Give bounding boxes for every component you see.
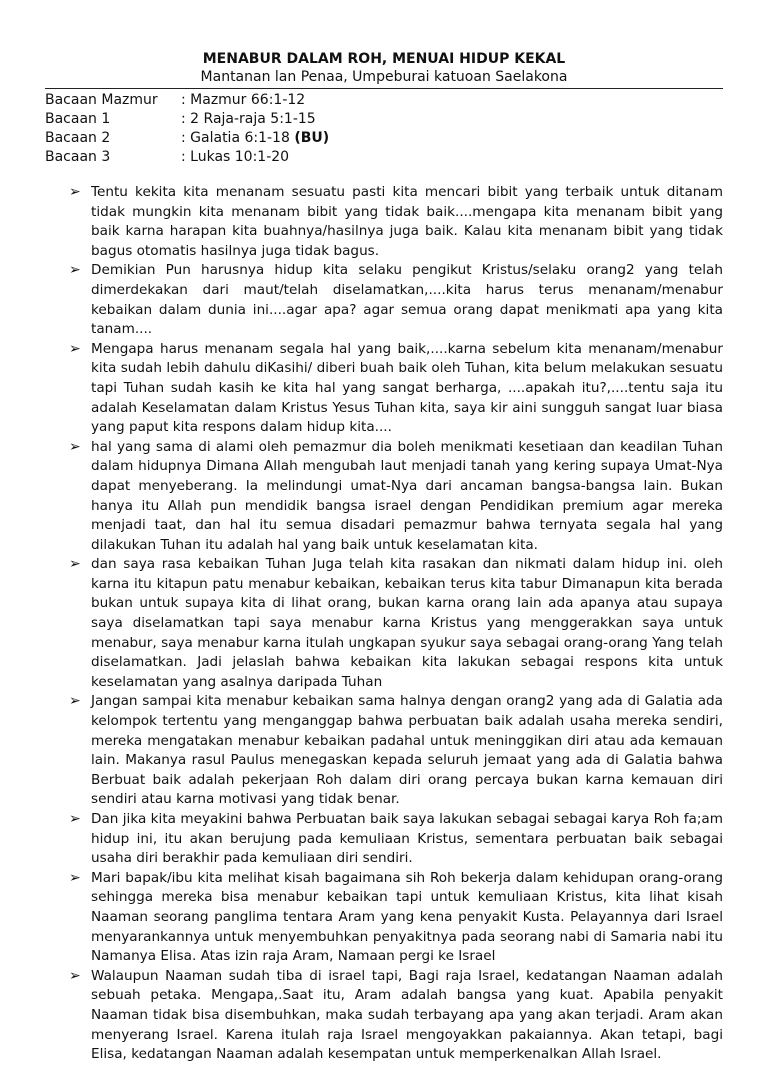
arrow-bullet-icon: ➢	[69, 438, 81, 455]
list-item	[45, 967, 723, 1065]
arrow-bullet-icon: ➢	[69, 184, 81, 200]
list-item	[45, 183, 723, 261]
arrow-bullet-icon: ➢	[69, 869, 81, 886]
reading-value: : 2 Raja-raja 5:1-15	[181, 111, 316, 127]
paragraph-text: Mengapa harus menanam segala hal yang baik,....karna sebelum kita menanam/menabur kita sudah lebih dahulu diKasihi/ diberi buah baik oleh Tuhan, kita belum melakukan sesuatu tapi Tuhan sudah kasih ke kita hal yang sangat berharga, ....apakah itu?,....tentu saja itu adalah Keselamatan dalam Kristus Yesus Tuhan kita, saya kir aini sungguh sangat luar biasa yang paput kita respons dalam hidup kita....	[91, 340, 723, 436]
title-divider	[45, 88, 723, 89]
reading-label: Bacaan 2	[45, 130, 111, 146]
reading-row	[45, 91, 723, 110]
paragraph-text: Dan jika kita meyakini bahwa Perbuatan baik saya lakukan sebagai sebagai karya Roh fa;am hidup ini, itu akan berujung pada kemuliaan Kristus, sementara perbuatan baik sebagai usaha diri berakhir pada kemuliaan diri sendiri.	[91, 811, 723, 867]
arrow-bullet-icon: ➢	[69, 340, 81, 357]
paragraph-text: Jangan sampai kita menabur kebaikan sama halnya dengan orang2 yang ada di Galatia ada kelompok tertentu yang menganggap bahwa perbuatan baik adalah usaha mereka sendiri, mereka mengatakan menabur kebaikan padahal untuk meninggikan diri atau ada kemauan lain. Makanya rasul Paulus menegaskan kepada seluruh jemaat yang ada di Galatia bahwa Berbuat baik adalah pekerjaan Roh dalam diri orang percaya bukan karna kemauan diri sendiri atau karna motivasi yang tidak benar.	[91, 693, 723, 808]
sermon-points	[45, 183, 723, 1065]
reading-label: Bacaan 3	[45, 149, 111, 165]
reading-row	[45, 148, 723, 167]
arrow-bullet-icon: ➢	[69, 811, 81, 827]
reading-value: : Galatia 6:1-18 (BU)	[181, 130, 330, 146]
arrow-bullet-icon: ➢	[69, 556, 81, 573]
page-subtitle: Mantanan lan Penaa, Umpeburai katuoan Saelakona	[200, 69, 568, 85]
readings-list	[45, 91, 723, 167]
page-title: MENABUR DALAM ROH, MENUAI HIDUP KEKAL	[202, 51, 566, 67]
list-item	[45, 261, 723, 339]
paragraph-text: Walaupun Naaman sudah tiba di israel tapi, Bagi raja Israel, kedatangan Naaman adalah sebuah petaka. Mengapa,.Saat itu, Aram adalah bangsa yang kuat. Apabila penyakit Naaman tidak bisa disembuhkan, maka sudah terbayang apa yang akan terjadi. Aram akan menyerang Israel. Karena itulah raja Israel mengoyakkan pakaiannya. Akan tetapi, bagi Elisa, kedatangan Naaman adalah kesempatan untuk memperkenalkan Allah Israel.	[91, 967, 723, 1063]
list-item	[45, 692, 723, 810]
reading-row	[45, 129, 723, 148]
paragraph-text: Demikian Pun harusnya hidup kita selaku pengikut Kristus/selaku orang2 yang telah dimerdekakan dari maut/telah diselamatkan,....kita harus terus menanam/menabur kebaikan dalam dunia ini....agar apa? agar semua orang dapat menikmati apa yang kita tanam....	[91, 262, 723, 338]
reading-label: Bacaan Mazmur	[45, 92, 158, 108]
reading-value: : Mazmur 66:1-12	[181, 92, 306, 108]
list-item	[45, 438, 723, 556]
list-item	[45, 810, 723, 869]
paragraph-text: hal yang sama di alami oleh pemazmur dia boleh menikmati kesetiaan dan keadilan Tuhan dalam hidupnya Dimana Allah mengubah laut menjadi tanah yang kering supaya Umat-Nya dapat menyeberang. Ia melindungi umat-Nya dari ancaman bangsa-bangsa lain. Bukan hanya itu Allah pun mendidik bangsa israel dengan Pendidikan premium agar mereka menjadi taat, dan hal itu semua disadari pemazmur bahwa ternyata segala hal yang dilakukan Tuhan itu adalah hal yang baik untuk keselamatan kita.	[91, 438, 723, 553]
arrow-bullet-icon: ➢	[69, 262, 81, 279]
reading-row	[45, 110, 723, 129]
reading-value: : Lukas 10:1-20	[181, 149, 290, 165]
arrow-bullet-icon: ➢	[69, 967, 81, 984]
paragraph-text: Mari bapak/ibu kita melihat kisah bagaimana sih Roh bekerja dalam kehidupan orang-orang sehingga mereka bisa menabur kebaikan tapi untuk kemuliaan Kristus, kita lihat kisah Naaman seorang panglima tentara Aram yang kena penyakit Kusta. Pelayannya dari Israel menyarankannya untuk menyembuhkan penyakitnya pada seorang nabi di Samaria nabi itu Namanya Elisa. Atas izin raja Aram, Namaan pergi ke Israel	[91, 869, 723, 965]
paragraph-text: Tentu kekita kita menanam sesuatu pasti kita mencari bibit yang terbaik untuk ditanam tidak mungkin kita menanam bibit yang tidak baik....mengapa kita menanam bibit yang baik karna harapan kita buahnya/hasilnya juga baik. Kalau kita menanam bibit yang tidak bagus otomatis hasilnya juga tidak bagus.	[91, 184, 723, 259]
paragraph-text: dan saya rasa kebaikan Tuhan Juga telah kita rasakan dan nikmati dalam hidup ini. oleh karna itu kitapun patu menabur kebaikan, kebaikan terus kita tabur Dimanapun kita berada bukan untuk supaya kita di lihat orang, bukan karna orang lain ada apanya atau supaya saya diselamatkan tapi saya menabur karna Kristus yang menggerakkan saya untuk menabur, saya menabur karna itulah ungkapan syukur saya sebagai orang-orang Yang telah diselamatkan. Jadi jelaslah bahwa kebaikan kita lakukan sebagai respons kita untuk keselamatan yang asalnya daripada Tuhan	[91, 556, 723, 690]
list-item	[45, 869, 723, 967]
reading-label: Bacaan 1	[45, 111, 111, 127]
arrow-bullet-icon: ➢	[69, 693, 81, 710]
document-page	[45, 50, 723, 1065]
list-item	[45, 340, 723, 438]
list-item	[45, 555, 723, 692]
